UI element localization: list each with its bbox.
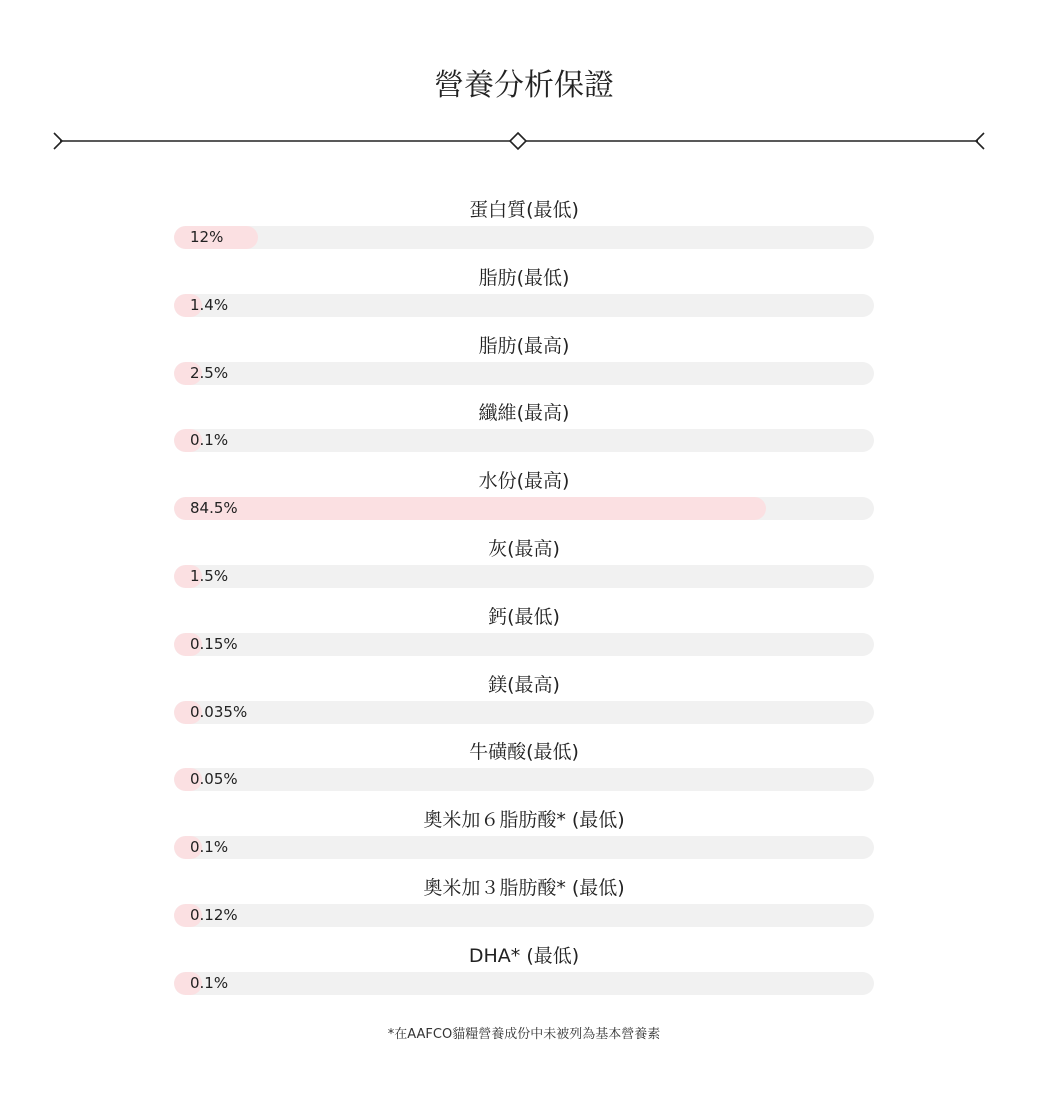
- bar-value-label: 2.5%: [190, 363, 229, 382]
- nutrient-label: DHA* (最低): [468, 944, 580, 967]
- bar-track: [174, 429, 874, 452]
- bar-track: [174, 362, 874, 385]
- ornamental-divider: [52, 128, 986, 154]
- bar-track: [174, 972, 874, 995]
- bar-value-label: 1.4%: [190, 295, 229, 314]
- nutrient-label: 水份(最高): [478, 470, 570, 493]
- nutrient-bar-chart: [174, 196, 874, 1010]
- bar-track: [174, 768, 874, 791]
- bar-fill: [174, 497, 766, 520]
- page-title: 營養分析保證: [434, 68, 614, 103]
- nutrient-label: 脂肪(最高): [478, 334, 570, 357]
- bar-value-label: 0.05%: [190, 770, 238, 789]
- footnote: *在AAFCO貓糧營養成份中未被列為基本營養素: [387, 1027, 661, 1042]
- bar-track: [174, 904, 874, 927]
- nutrient-row: [174, 874, 874, 942]
- bar-value-label: 0.12%: [190, 905, 238, 924]
- nutrient-row: [174, 264, 874, 332]
- bar-value-label: 0.1%: [190, 431, 229, 450]
- bar-track: [174, 701, 874, 724]
- nutrient-label: 脂肪(最低): [478, 266, 570, 289]
- bar-track: [174, 836, 874, 859]
- bar-track: [174, 633, 874, 656]
- nutrient-row: [174, 671, 874, 739]
- nutrient-label: 奧米加６脂肪酸* (最低): [423, 809, 625, 832]
- bar-value-label: 0.1%: [190, 973, 229, 992]
- nutrient-row: [174, 603, 874, 671]
- nutrient-label: 奧米加３脂肪酸* (最低): [423, 876, 625, 899]
- bar-value-label: 0.1%: [190, 838, 229, 857]
- bar-value-label: 12%: [190, 228, 224, 246]
- bar-track: [174, 497, 874, 520]
- nutrient-label: 鈣(最低): [488, 605, 560, 628]
- nutrient-row: [174, 942, 874, 1010]
- nutrient-label: 牛磺酸(最低): [469, 741, 579, 764]
- bar-value-label: 0.035%: [190, 702, 248, 721]
- nutrient-label: 蛋白質(最低): [469, 199, 579, 221]
- nutrient-row: [174, 332, 874, 400]
- bar-value-label: 1.5%: [190, 566, 229, 585]
- bar-track: [174, 294, 874, 317]
- bar-value-label: 84.5%: [190, 499, 238, 518]
- bar-value-label: 0.15%: [190, 634, 238, 653]
- nutrient-row: [174, 806, 874, 874]
- nutrient-row: [174, 399, 874, 467]
- nutrient-label: 纖維(最高): [478, 402, 570, 425]
- nutrient-row: [174, 738, 874, 806]
- diamond-icon: [510, 133, 526, 149]
- nutrient-label: 灰(最高): [488, 537, 560, 560]
- nutrient-row: [174, 535, 874, 603]
- nutrient-label: 鎂(最高): [488, 673, 560, 696]
- bar-track: [174, 226, 874, 249]
- nutrient-row: [174, 467, 874, 535]
- nutrient-row: [174, 196, 874, 264]
- bar-track: [174, 565, 874, 588]
